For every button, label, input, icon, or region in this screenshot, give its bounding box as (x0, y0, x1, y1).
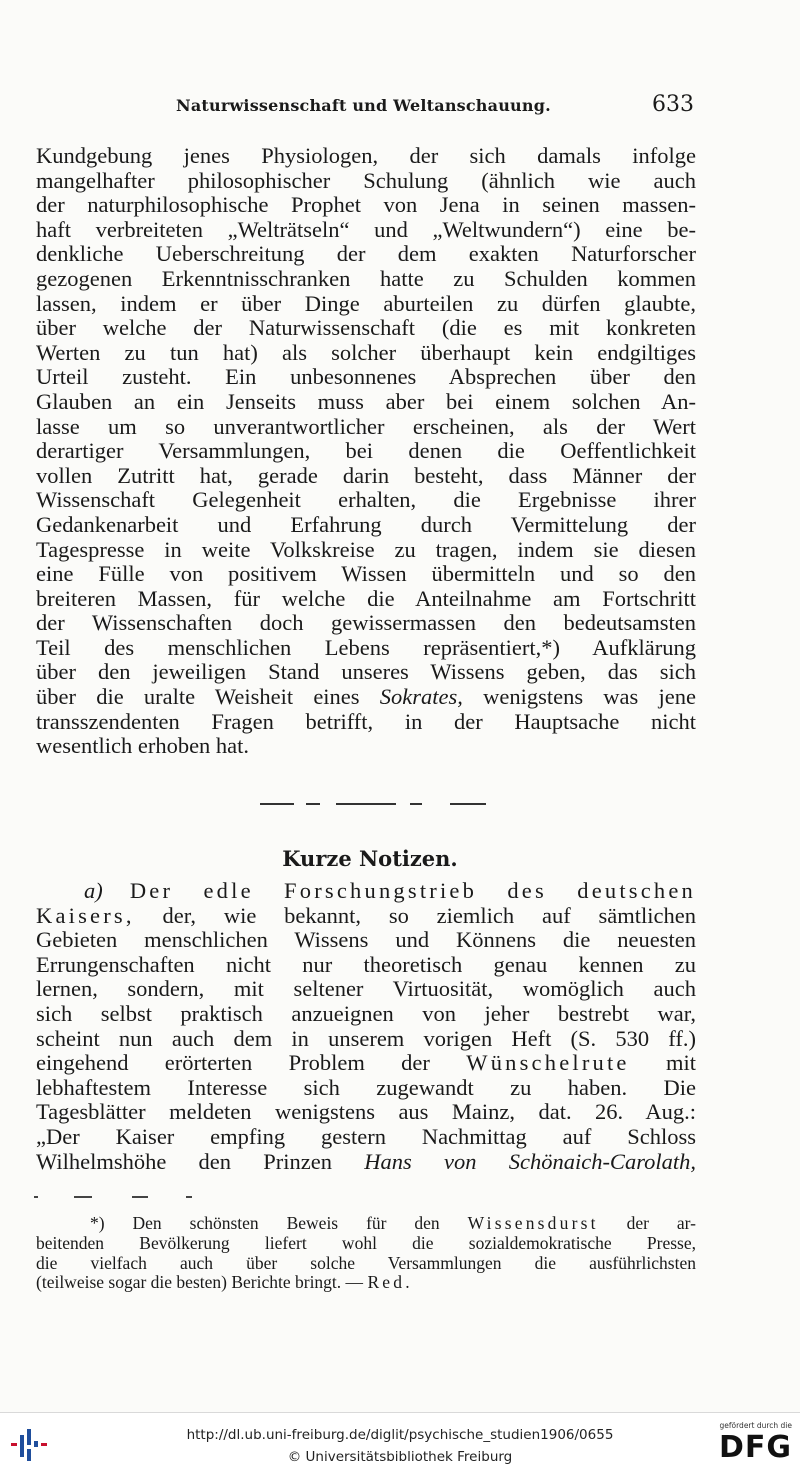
running-head (36, 92, 696, 124)
text-line: derartiger Versammlungen, bei denen die Oeffentlichkeit (36, 439, 696, 464)
body-paragraph (36, 144, 696, 759)
text-fragment: (teilweise sogar die besten) Berichte bringt. — (36, 1273, 368, 1293)
spaced-text: Wünschelrute (466, 1051, 630, 1076)
text-line: haft verbreiteten „Welträtseln“ und „Weltwundern“) eine be- (36, 217, 696, 242)
text-line: „Der Kaiser empfing gestern Nachmittag auf Schloss (36, 1124, 696, 1149)
text-line: über den jeweiligen Stand unseres Wissens geben, das sich (36, 660, 696, 685)
text-line (36, 685, 696, 710)
text-line: über welche der Naturwissenschaft (die es mit konkreten (36, 316, 696, 341)
viewer-footer (0, 1412, 800, 1473)
text-fragment: der, wie bekannt, so ziemlich auf sämtlichen (134, 903, 696, 928)
spaced-text: Kaisers, (36, 903, 135, 928)
notes-paragraph (36, 879, 696, 1174)
text-line: Tagesblätter meldeten wenigstens aus Mainz, dat. 26. Aug.: (36, 1100, 696, 1125)
footnote (36, 1214, 696, 1293)
text-line: Gedankenarbeit und Erfahrung durch Vermittelung der (36, 512, 696, 537)
text-line: beitenden Bevölkerung liefert wohl die sozialdemokratische Presse, (36, 1233, 696, 1253)
text-line: Wissenschaft Gelegenheit erhalten, die Ergebnisse ihrer (36, 488, 696, 513)
italic-name: Sokrates, (379, 685, 463, 710)
item-marker: a) (84, 879, 103, 903)
copyright-notice: © Universitätsbibliothek Freiburg (287, 1449, 513, 1465)
text-line: gezogenen Erkenntnisschranken hatte zu Schulden kommen (36, 266, 696, 291)
text-line: wesentlich erhoben hat. (36, 734, 250, 759)
text-line: Glauben an ein Jenseits muss aber bei einem solchen An- (36, 389, 696, 414)
italic-name: Hans von Schönaich-Carolath, (364, 1149, 696, 1174)
text-line: lassen, indem er über Dinge aburteilen zu dürfen glaubte, (36, 291, 696, 316)
text-line (36, 1214, 696, 1234)
divider-segment (410, 803, 422, 805)
spaced-text: Red. (367, 1273, 413, 1293)
text-line (36, 879, 696, 904)
text-line: eine Fülle von positivem Wissen übermitteln und so den (36, 562, 696, 587)
dfg-wordmark: DFG (718, 1430, 792, 1465)
dfg-logo[interactable] (706, 1421, 792, 1469)
text-line (36, 1273, 696, 1293)
text-line: breiteren Massen, für welche die Anteilnahme am Fortschritt (36, 586, 696, 611)
text-line: vollen Zutritt hat, gerade darin besteht, dass Männer der (36, 463, 696, 488)
text-fragment: der ar- (598, 1214, 696, 1233)
text-line: lebhaftestem Interesse sich zugewandt zu haben. Die (36, 1075, 696, 1100)
separator-segment (34, 1196, 38, 1198)
divider-segment (336, 803, 396, 805)
separator-segment (186, 1196, 192, 1198)
footnote-separator (34, 1196, 164, 1198)
text-line: mangelhafter philosophischer Schulung (ähnlich wie auch (36, 168, 696, 193)
page-number: 633 (652, 92, 694, 117)
text-line: denkliche Ueberschreitung der dem exakten Naturforscher (36, 242, 696, 267)
text-fragment: *) Den schönsten Beweis für den (90, 1214, 468, 1233)
text-line: Teil des menschlichen Lebens repräsentiert,*) Aufklärung (36, 635, 696, 660)
spaced-text: Der edle Forschungstrieb des deutschen (129, 879, 696, 903)
text-line: der naturphilosophische Prophet von Jena in seinen massen- (36, 193, 696, 218)
text-line: Errungenschaften nicht nur theoretisch genau kennen zu (36, 952, 696, 977)
divider-segment (306, 803, 320, 805)
spaced-text: Wissensdurst (467, 1214, 599, 1233)
separator-segment (132, 1196, 148, 1198)
section-divider (260, 803, 486, 806)
text-line: der Wissenschaften doch gewissermassen den bedeutsamsten (36, 611, 696, 636)
text-line (36, 904, 696, 929)
text-line: lernen, sondern, mit seltener Virtuosität, womöglich auch (36, 977, 696, 1002)
text-line (36, 1051, 696, 1076)
text-line: lasse um so unverantwortlicher erscheinen, als der Wert (36, 414, 696, 439)
text-line: Kundgebung jenes Physiologen, der sich damals infolge (36, 144, 696, 168)
text-line (36, 1150, 696, 1175)
divider-segment (260, 803, 294, 805)
text-fragment: mit (629, 1051, 696, 1076)
text-line: scheint nun auch dem in unserem vorigen Heft (S. 530 ff.) (36, 1026, 696, 1051)
text-line: transszendenten Fragen betrifft, in der Hauptsache nicht (36, 709, 696, 734)
text-fragment: über die uralte Weisheit eines (36, 685, 380, 710)
text-line: Werten zu tun hat) als solcher überhaupt kein endgiltiges (36, 340, 696, 365)
text-line: sich selbst praktisch anzueignen von jeher bestrebt war, (36, 1001, 696, 1026)
permalink-url[interactable]: http://dl.ub.uni-freiburg.de/diglit/psychische_studien1906/0655 (186, 1427, 614, 1443)
running-title: Naturwissenschaft und Weltanschauung. (176, 96, 551, 115)
text-line: Tagespresse in weite Volkskreise zu tragen, indem sie diesen (36, 537, 696, 562)
text-fragment: eingehend erörterten Problem der (36, 1051, 467, 1076)
text-fragment: Wilhelmshöhe den Prinzen (36, 1149, 365, 1174)
text-line: Gebieten menschlichen Wissens und Könnens die neuesten (36, 928, 696, 953)
text-line: Urteil zusteht. Ein unbesonnenes Absprechen über den (36, 365, 696, 390)
section-heading: Kurze Notizen. (282, 846, 458, 871)
text-line: die vielfach auch über solche Versammlungen die ausführlichsten (36, 1253, 696, 1273)
separator-segment (74, 1196, 92, 1198)
text-fragment: wenigstens was jene (462, 685, 696, 710)
divider-segment (450, 803, 486, 805)
dfg-caption: gefördert durch die (719, 1421, 792, 1430)
